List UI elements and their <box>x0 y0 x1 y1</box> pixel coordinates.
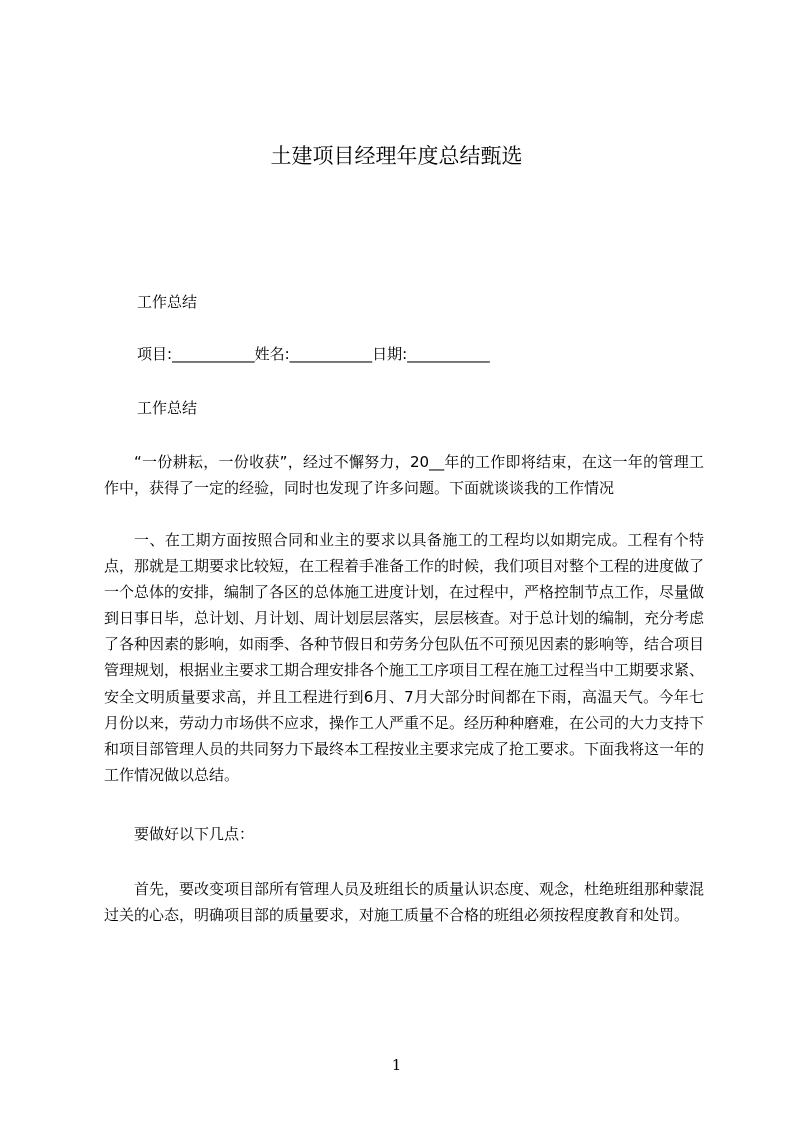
name-blank: ___________ <box>289 345 373 363</box>
paragraph-schedule: 一、在工期方面按照合同和业主的要求以具备施工的工程均以如期完成。工程有个特点，那就是工期要求比较短，在工程着手准备工作的时候，我们项目对整个工程的进度做了一个总体的安排，编制了各区的总体施工进度计划，在过程中，严格控制节点工作，尽量做到日事日毕，总计划、月计划、周计划层层落实，层层核查。对于总计划的编制，充分考虑了各种因素的影响，如雨季、各种节假日和劳务分包队伍不可预见因素的影响等，结合项目管理规划，根据业主要求工期合理安排各个施工工序项目工程在施工过程当中工期要求紧、安全文明质量要求高，并且工程进行到6月、7月大部分时间都在下雨，高温天气。今年七月份以来，劳动力市场供不应求，操作工人严重不足。经历种种磨难，在公司的大力支持下和项目部管理人员的共同努力下最终本工程按业主要求完成了抢工要求。下面我将这一年的工作情况做以总结。 <box>104 531 705 784</box>
paragraph-quality: 首先，要改变项目部所有管理人员及班组长的质量认识态度、观念，杜绝班组那种蒙混过关的心态，明确项目部的质量要求，对施工质量不合格的班组必须按程度教育和处罚。 <box>104 880 705 925</box>
paragraph-intro: “一份耕耘，一份收获”，经过不懈努力，20__年的工作即将结束，在这一年的管理工作中，获得了一定的经验，同时也发现了许多问题。下面就谈谈我的工作情况 <box>104 453 704 498</box>
page-number: 1 <box>391 1056 402 1074</box>
paragraph-key-points: 要做好以下几点： <box>134 825 255 843</box>
project-label: 项目: <box>137 345 173 363</box>
date-blank: ___________ <box>407 345 490 363</box>
name-label: 姓名: <box>254 345 290 363</box>
section-label-work-summary-2: 工作总结 <box>137 399 198 417</box>
form-line <box>137 344 490 364</box>
date-label: 日期: <box>372 345 408 363</box>
document-title: 土建项目经理年度总结甄选 <box>270 144 523 168</box>
section-label-work-summary: 工作总结 <box>137 293 198 311</box>
project-blank: ___________ <box>172 345 255 363</box>
